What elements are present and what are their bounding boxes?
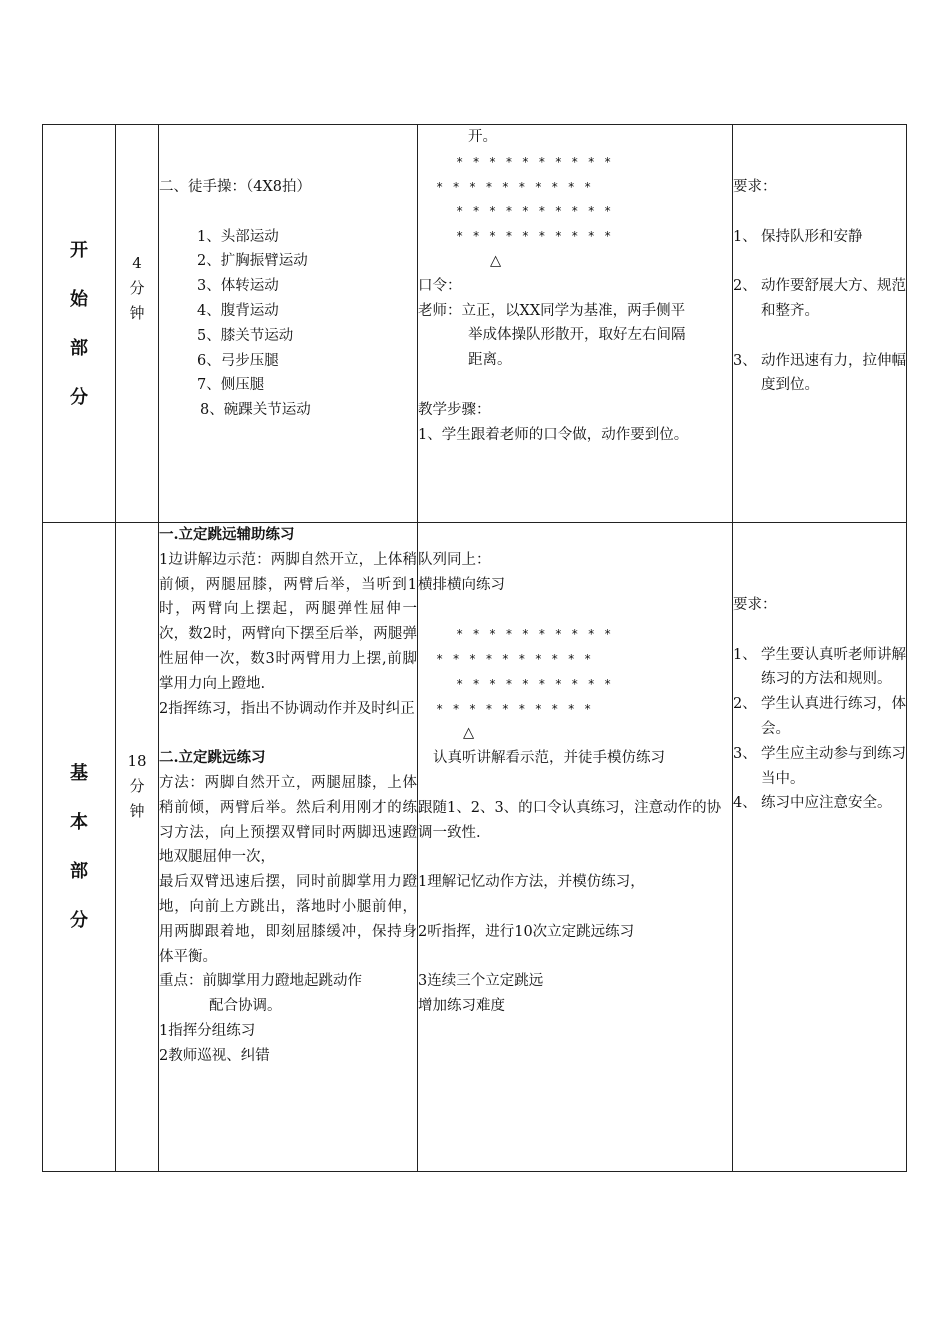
section-label-main: 基 本 部 分	[43, 523, 116, 1172]
organization-cell-start: 开。 * * * * * * * * * * * * * * * * * * * * * * * * * * * * * * * * * * * * * * * * △ 口令： 老师：立正，以XX同学为基准，两手侧平 举成体操队形散开，取好左右间隔 距离。 教学步骤： 1、学生跟着老师的口令做，动作要到位。	[418, 125, 733, 523]
organization-cell-main: 队列同上： 横排横向练习 * * * * * * * * * * * * * * * * * * * * * * * * * * * * * * * * * * * * * * * * △ 认真听讲解看示范，并徒手模仿练习 跟随1、2、3、的口令认真练习，注意动作的协调一致性. 1理解记忆动作方法，并模仿练习， 2听指挥，进行10次立定跳远练习 3连续三个立定跳远 增加练习难度	[418, 523, 733, 1172]
formation-row: * * * * * * * * * *	[436, 701, 593, 716]
exercise-list: 1、头部运动 2、扩胸振臂运动 3、体转运动 4、腹背运动 5、膝关节运动 6、弓步压腿 7、侧压腿 8、碗踝关节运动	[197, 228, 311, 419]
requirements-cell-main: 要求： 1、 学生要认真听老师讲解练习的方法和规则。 2、 学生认真进行练习，体会。 3、 学生应主动参与到练习当中。 4、 练习中应注意安全。	[733, 523, 907, 1172]
formation-row: * * * * * * * * * *	[456, 154, 613, 169]
requirements-cell-start: 要求： 1、 保持队形和安静 2、 动作要舒展大方、规范和整齐。 3、 动作迅速有力，拉伸幅度到位。	[733, 125, 907, 523]
lesson-plan-table	[42, 124, 907, 1172]
section-heading: 一.立定跳远辅助练习	[159, 526, 295, 543]
section-row-start	[43, 125, 907, 523]
requirement-item: 2、 动作要舒展大方、规范和整齐。	[733, 278, 906, 319]
section-heading: 二.立定跳远练习	[159, 749, 266, 767]
formation-row: * * * * * * * * * *	[456, 204, 613, 219]
formation-row: * * * * * * * * * *	[456, 676, 613, 691]
content-cell-main: 一.立定跳远辅助练习 1边讲解边示范：两脚自然开立，上体稍前倾，两腿屈膝，两臂后举，当听到1时，两臂向上摆起，两腿弹性屈伸一次，数2时，两臂向下摆至后举，两腿弹性屈伸一次，数3时两臂用力上摆,前脚掌用力向上蹬地. 2指挥练习，指出不协调动作并及时纠正 二.立定跳远练习 方法：两脚自然开立，两腿屈膝，上体稍前倾，两臂后举。然后利用刚才的练习方法，向上预摆双臂同时两脚迅速蹬地双腿屈伸一次， 最后双臂迅速后摆，同时前脚掌用力蹬地，向前上方跳出，落地时小腿前伸，用两脚跟着地，即刻屈膝缓冲，保持身体平衡。 重点：前脚掌用力蹬地起跳动作 配合协调。 1指挥分组练习 2教师巡视、纠错	[159, 523, 418, 1172]
teacher-triangle-icon: △	[463, 725, 475, 742]
content-cell-start	[159, 125, 418, 523]
requirement-item: 1、 保持队形和安静	[733, 228, 863, 245]
requirement-item: 3、 学生应主动参与到练习当中。	[733, 745, 906, 787]
key-point: 重点：前脚掌用力蹬地起跳动作	[159, 973, 362, 990]
formation-row: * * * * * * * * * *	[436, 651, 593, 666]
formation-row: * * * * * * * * * *	[436, 179, 593, 194]
formation-row: * * * * * * * * * *	[456, 229, 613, 244]
teacher-triangle-icon: △	[490, 252, 502, 269]
requirement-item: 1、 学生要认真听老师讲解练习的方法和规则。	[733, 646, 906, 688]
formation-row: * * * * * * * * * *	[456, 627, 613, 642]
requirement-item: 4、 练习中应注意安全。	[733, 795, 892, 812]
section-row-main	[43, 523, 907, 1172]
requirement-item: 2、 学生认真进行练习，体会。	[733, 696, 906, 737]
section-time-start: 4 分 钟	[116, 125, 159, 523]
exercise-heading: 二、徒手操：（4X8拍）	[159, 179, 312, 195]
section-time-main: 18 分 钟	[116, 523, 159, 1172]
requirement-item: 3、 动作迅速有力，拉伸幅度到位。	[733, 352, 906, 394]
section-label-start: 开 始 部 分	[43, 125, 116, 523]
